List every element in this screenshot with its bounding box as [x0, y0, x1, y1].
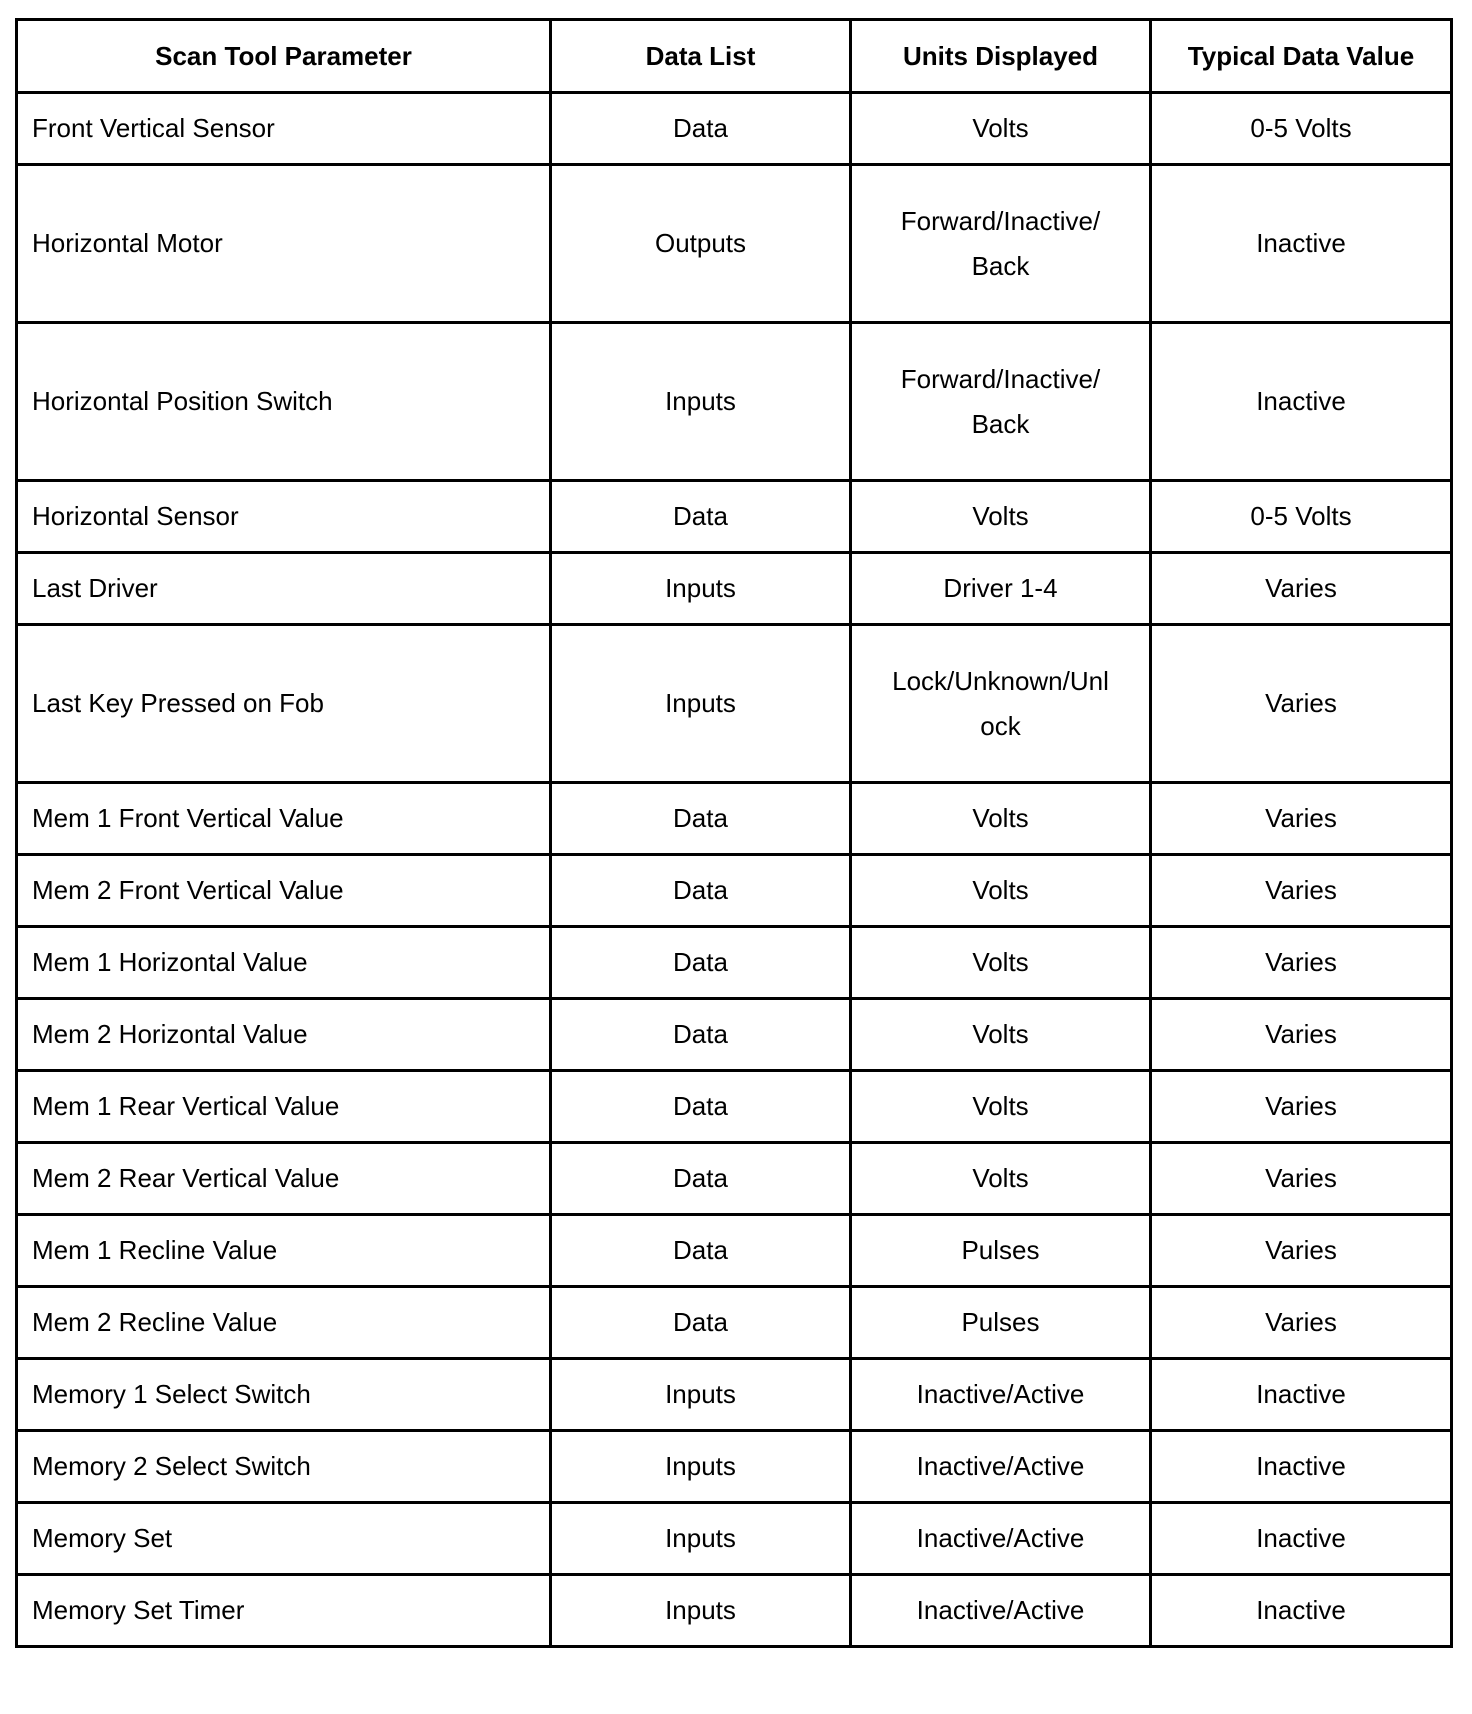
- typical-value-cell: Inactive: [1151, 1431, 1452, 1503]
- data-list-cell: Inputs: [551, 553, 851, 625]
- data-list-cell: Inputs: [551, 1431, 851, 1503]
- units-cell: Volts: [851, 481, 1151, 553]
- units-cell: [851, 165, 1151, 323]
- typical-value-cell: Inactive: [1151, 1575, 1452, 1647]
- data-list-cell: Inputs: [551, 1359, 851, 1431]
- table-row: [17, 927, 1452, 999]
- parameter-cell: Memory 1 Select Switch: [17, 1359, 551, 1431]
- typical-value-cell: Varies: [1151, 1143, 1452, 1215]
- data-list-cell: Data: [551, 1287, 851, 1359]
- parameter-cell: Mem 1 Rear Vertical Value: [17, 1071, 551, 1143]
- table-row: [17, 93, 1452, 165]
- units-cell: Volts: [851, 93, 1151, 165]
- parameter-cell: Mem 2 Horizontal Value: [17, 999, 551, 1071]
- header-row: [17, 20, 1452, 93]
- parameter-cell: Mem 2 Front Vertical Value: [17, 855, 551, 927]
- typical-value-cell: Inactive: [1151, 323, 1452, 481]
- table-row: [17, 165, 1452, 323]
- units-cell: Inactive/Active: [851, 1359, 1151, 1431]
- typical-value-cell: Varies: [1151, 1287, 1452, 1359]
- units-cell: Volts: [851, 1143, 1151, 1215]
- table-row: [17, 323, 1452, 481]
- parameter-cell: Front Vertical Sensor: [17, 93, 551, 165]
- parameter-cell: Mem 1 Horizontal Value: [17, 927, 551, 999]
- data-list-cell: Inputs: [551, 1575, 851, 1647]
- table-row: [17, 1215, 1452, 1287]
- parameter-cell: Memory Set Timer: [17, 1575, 551, 1647]
- units-cell: Inactive/Active: [851, 1575, 1151, 1647]
- table-row: [17, 1503, 1452, 1575]
- typical-value-cell: Varies: [1151, 625, 1452, 783]
- units-cell: Volts: [851, 1071, 1151, 1143]
- units-cell: Driver 1-4: [851, 553, 1151, 625]
- parameter-cell: Memory Set: [17, 1503, 551, 1575]
- typical-value-cell: Varies: [1151, 1071, 1452, 1143]
- typical-value-cell: Varies: [1151, 1215, 1452, 1287]
- table-row: [17, 1071, 1452, 1143]
- parameter-cell: Mem 1 Front Vertical Value: [17, 783, 551, 855]
- units-line: Back: [971, 408, 1030, 439]
- data-list-cell: Data: [551, 783, 851, 855]
- parameter-cell: Last Key Pressed on Fob: [17, 625, 551, 783]
- units-line: ock: [980, 710, 1021, 741]
- data-list-cell: Data: [551, 927, 851, 999]
- units-cell: Inactive/Active: [851, 1431, 1151, 1503]
- parameter-cell: Last Driver: [17, 553, 551, 625]
- units-cell: Pulses: [851, 1215, 1151, 1287]
- parameter-cell: Mem 2 Rear Vertical Value: [17, 1143, 551, 1215]
- data-list-cell: Inputs: [551, 323, 851, 481]
- typical-value-cell: Inactive: [1151, 165, 1452, 323]
- table-row: [17, 553, 1452, 625]
- data-list-cell: Data: [551, 481, 851, 553]
- table-row: [17, 1431, 1452, 1503]
- header-data-list: Data List: [551, 20, 851, 93]
- units-cell: [851, 625, 1151, 783]
- data-list-cell: Data: [551, 855, 851, 927]
- parameter-cell: Horizontal Sensor: [17, 481, 551, 553]
- table-row: [17, 1359, 1452, 1431]
- typical-value-cell: Varies: [1151, 927, 1452, 999]
- table-row: [17, 999, 1452, 1071]
- units-line: Lock/Unknown/Unl: [892, 665, 1109, 696]
- typical-value-cell: Inactive: [1151, 1503, 1452, 1575]
- typical-value-cell: Varies: [1151, 855, 1452, 927]
- data-list-cell: Outputs: [551, 165, 851, 323]
- data-list-cell: Inputs: [551, 625, 851, 783]
- parameter-cell: Memory 2 Select Switch: [17, 1431, 551, 1503]
- header-units-displayed: Units Displayed: [851, 20, 1151, 93]
- table-row: [17, 481, 1452, 553]
- table-row: [17, 783, 1452, 855]
- table-row: [17, 855, 1452, 927]
- parameter-cell: Mem 2 Recline Value: [17, 1287, 551, 1359]
- units-line: Forward/Inactive/: [900, 363, 1101, 394]
- units-cell: Inactive/Active: [851, 1503, 1151, 1575]
- table-row: [17, 1143, 1452, 1215]
- units-line: Back: [971, 250, 1030, 281]
- units-cell: Volts: [851, 855, 1151, 927]
- data-list-cell: Data: [551, 1215, 851, 1287]
- typical-value-cell: Varies: [1151, 783, 1452, 855]
- typical-value-cell: 0-5 Volts: [1151, 93, 1452, 165]
- parameter-cell: Horizontal Motor: [17, 165, 551, 323]
- units-line: Forward/Inactive/: [900, 205, 1101, 236]
- typical-value-cell: Inactive: [1151, 1359, 1452, 1431]
- units-cell: Pulses: [851, 1287, 1151, 1359]
- data-list-cell: Data: [551, 93, 851, 165]
- units-cell: Volts: [851, 927, 1151, 999]
- units-cell: [851, 323, 1151, 481]
- typical-value-cell: 0-5 Volts: [1151, 481, 1452, 553]
- typical-value-cell: Varies: [1151, 999, 1452, 1071]
- typical-value-cell: Varies: [1151, 553, 1452, 625]
- table-row: [17, 625, 1452, 783]
- data-list-cell: Data: [551, 1143, 851, 1215]
- units-cell: Volts: [851, 783, 1151, 855]
- table-row: [17, 1287, 1452, 1359]
- header-scan-tool-parameter: Scan Tool Parameter: [17, 20, 551, 93]
- parameter-cell: Mem 1 Recline Value: [17, 1215, 551, 1287]
- table-row: [17, 1575, 1452, 1647]
- scan-tool-parameter-table: [15, 18, 1453, 1648]
- data-list-cell: Data: [551, 1071, 851, 1143]
- parameter-cell: Horizontal Position Switch: [17, 323, 551, 481]
- data-list-cell: Data: [551, 999, 851, 1071]
- header-typical-data-value: Typical Data Value: [1151, 20, 1452, 93]
- data-list-cell: Inputs: [551, 1503, 851, 1575]
- units-cell: Volts: [851, 999, 1151, 1071]
